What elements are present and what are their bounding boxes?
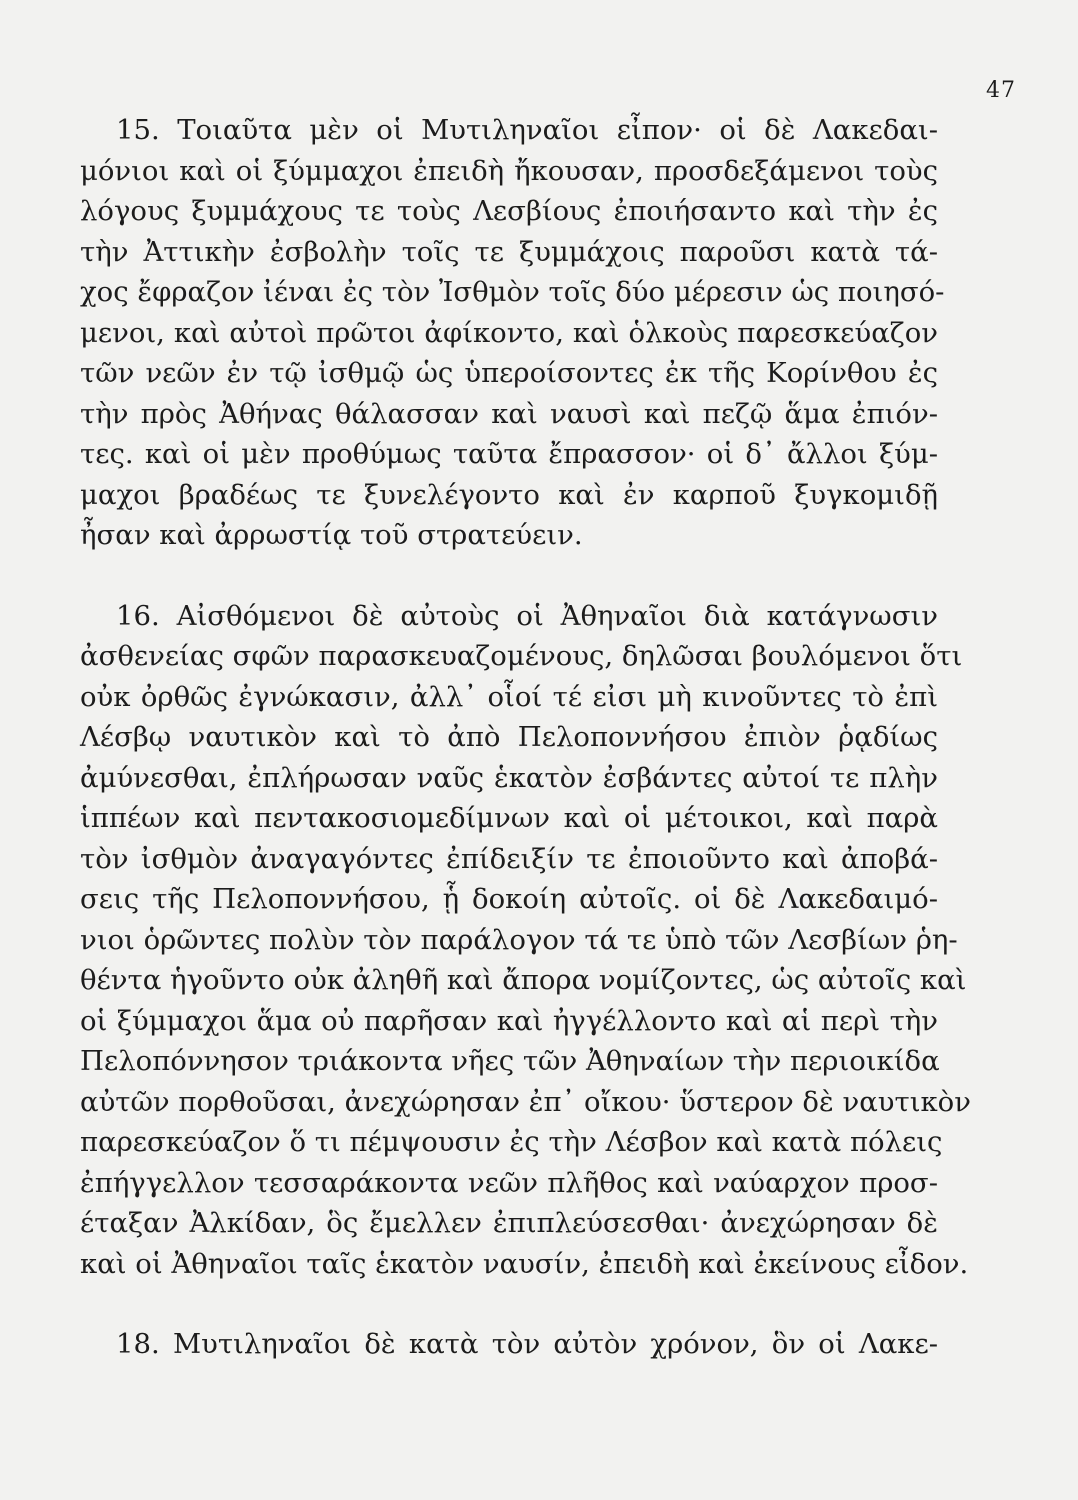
paragraph-gap xyxy=(80,1284,938,1324)
text-line: καὶ οἱ Ἀθηναῖοι ταῖς ἑκατὸν ναυσίν, ἐπειδὴ καὶ ἐκείνους εἶδον. xyxy=(80,1247,969,1280)
text-line: ἐπήγγελλον τεσσαράκοντα νεῶν πλῆθος καὶ ναύαρχον προσ- xyxy=(80,1166,938,1199)
text-line: αὐτῶν πορθοῦσαι, ἀνεχώρησαν ἐπ᾽ οἴκου· ὕστερον δὲ ναυτικὸν xyxy=(80,1085,971,1118)
text-line: χος ἔφραζον ἰέναι ἐς τὸν Ἰσθμὸν τοῖς δύο μέρεσιν ὡς ποιησό- xyxy=(80,276,945,308)
text-line: οἱ ξύμμαχοι ἅμα οὐ παρῆσαν καὶ ἠγγέλλοντο καὶ αἱ περὶ τὴν xyxy=(80,1004,938,1037)
text-line: 15. Τοιαῦτα μὲν οἱ Μυτιληναῖοι εἶπον· οἱ δὲ Λακεδαι- xyxy=(116,114,938,146)
text-line: τες. καὶ οἱ μὲν προθύμως ταῦτα ἔπρασσον· οἱ δ᾽ ἄλλοι ξύμ- xyxy=(80,438,938,470)
text-line: τὴν Ἀττικὴν ἐσβολὴν τοῖς τε ξυμμάχοις παροῦσι κατὰ τά- xyxy=(80,235,938,268)
text-line: τῶν νεῶν ἐν τῷ ἰσθμῷ ὡς ὑπεροίσοντες ἐκ τῆς Κορίνθου ἐς xyxy=(80,357,938,389)
text-line: ἀσθενείας σφῶν παρασκευαζομένους, δηλῶσαι βουλόμενοι ὅτι xyxy=(80,640,963,672)
text-line: οὐκ ὀρθῶς ἐγνώκασιν, ἀλλ᾽ οἷοί τέ εἰσι μὴ κινοῦντες τὸ ἐπὶ xyxy=(80,680,938,713)
text-line: παρεσκεύαζον ὅ τι πέμψουσιν ἐς τὴν Λέσβον καὶ κατὰ πόλεις xyxy=(80,1126,943,1158)
paragraph-gap xyxy=(80,556,938,596)
text-line: Λέσβῳ ναυτικὸν καὶ τὸ ἀπὸ Πελοποννήσου ἐπιὸν ῥᾳδίως xyxy=(80,721,938,753)
text-line: θέντα ἡγοῦντο οὐκ ἀληθῆ καὶ ἄπορα νομίζοντες, ὡς αὐτοῖς καὶ xyxy=(80,964,967,996)
text-line: ἱππέων καὶ πεντακοσιομεδίμνων καὶ οἱ μέτοικοι, καὶ παρὰ xyxy=(80,802,938,834)
text-line: 16. Αἰσθόμενοι δὲ αὐτοὺς οἱ Ἀθηναῖοι διὰ κατάγνωσιν xyxy=(116,599,938,632)
text-line: λόγους ξυμμάχους τε τοὺς Λεσβίους ἐποιήσαντο καὶ τὴν ἐς xyxy=(80,195,938,227)
text-line: ἦσαν καὶ ἀρρωστίᾳ τοῦ στρατεύειν. xyxy=(80,519,583,551)
text-line: σεις τῆς Πελοποννήσου, ᾗ δοκοίη αὐτοῖς. οἱ δὲ Λακεδαιμό- xyxy=(80,883,938,915)
text-line: μαχοι βραδέως τε ξυνελέγοντο καὶ ἐν καρποῦ ξυγκομιδῇ xyxy=(80,478,938,511)
page-number: 47 xyxy=(986,78,1016,103)
text-body xyxy=(80,110,971,1365)
paragraph-16 xyxy=(80,596,971,1285)
text-line: τὴν πρὸς Ἀθήνας θάλασσαν καὶ ναυσὶ καὶ πεζῷ ἅμα ἐπιόν- xyxy=(80,397,938,430)
text-line: νιοι ὁρῶντες πολὺν τὸν παράλογον τά τε ὑπὸ τῶν Λεσβίων ῥη- xyxy=(80,923,958,956)
paragraph-18 xyxy=(80,1324,938,1365)
text-line: τὸν ἰσθμὸν ἀναγαγόντες ἐπίδειξίν τε ἐποιοῦντο καὶ ἀποβά- xyxy=(80,842,938,875)
paragraph-15 xyxy=(80,110,945,556)
text-line: ἀμύνεσθαι, ἐπλήρωσαν ναῦς ἑκατὸν ἐσβάντες αὐτοί τε πλὴν xyxy=(80,761,938,794)
text-line: 18. Μυτιληναῖοι δὲ κατὰ τὸν αὐτὸν χρόνον, ὃν οἱ Λακε- xyxy=(116,1328,938,1360)
text-line: έταξαν Ἀλκίδαν, ὃς ἔμελλεν ἐπιπλεύσεσθαι· ἀνεχώρησαν δὲ xyxy=(80,1207,938,1239)
text-line: μόνιοι καὶ οἱ ξύμμαχοι ἐπειδὴ ἤκουσαν, προσδεξάμενοι τοὺς xyxy=(80,154,938,187)
text-line: μενοι, καὶ αὐτοὶ πρῶτοι ἀφίκοντο, καὶ ὁλκοὺς παρεσκεύαζον xyxy=(80,316,938,349)
text-line: Πελοπόννησον τριάκοντα νῆες τῶν Ἀθηναίων τὴν περιοικίδα xyxy=(80,1045,940,1077)
